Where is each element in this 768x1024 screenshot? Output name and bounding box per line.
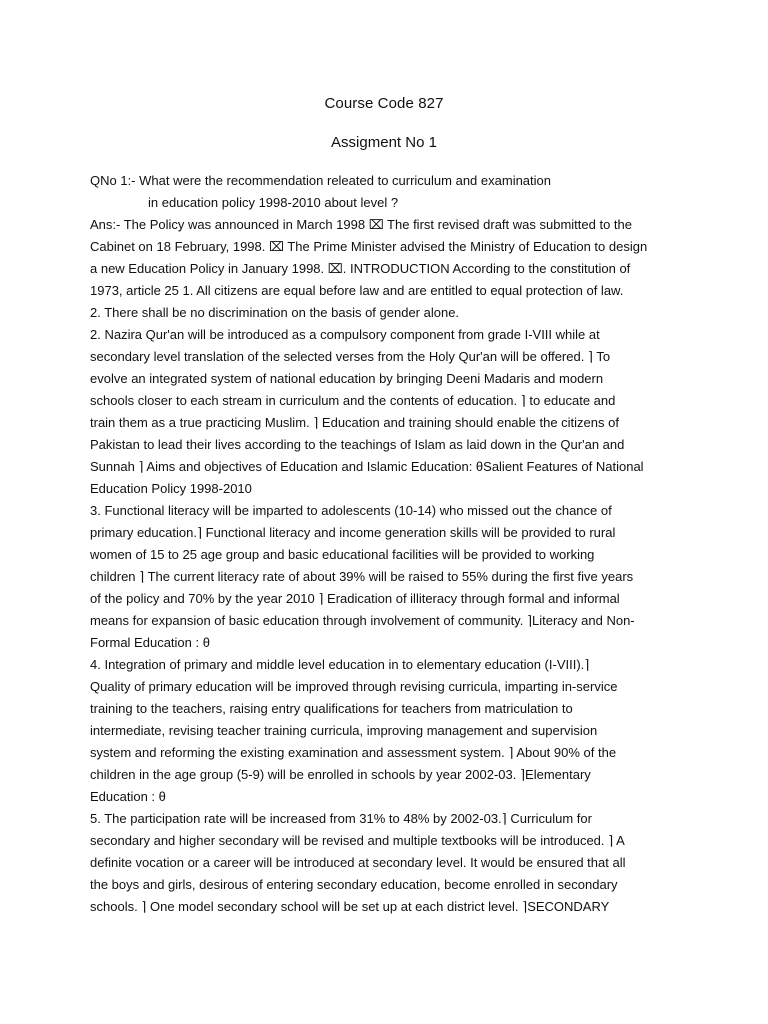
text-line: training to the teachers, raising entry qualifications for teachers from matriculation to [90,701,573,716]
text-line: a new Education Policy in January 1998. ⌧. INTRODUCTION According to the constitution of [90,261,631,276]
text-line: schools. ⌉ One model secondary school will be set up at each district level. ⌉SECONDARY [90,899,610,914]
text-line: children ⌉ The current literacy rate of about 39% will be raised to 55% during the first five years [90,569,634,584]
text-line: Sunnah ⌉ Aims and objectives of Education and Islamic Education: θSalient Features of National [90,459,644,474]
text-line: schools closer to each stream in curriculum and the contents of education. ⌉ to educate and [90,393,616,408]
text-line: of the policy and 70% by the year 2010 ⌉ Eradication of illiteracy through formal and informal [90,591,620,606]
text-line: definite vocation or a career will be introduced at secondary level. It would be ensured that all [90,855,626,870]
text-line: means for expansion of basic education through involvement of community. ⌉Literacy and Non- [90,613,635,628]
text-line: system and reforming the existing examination and assessment system. ⌉ About 90% of the [90,745,617,760]
text-line: 5. The participation rate will be increased from 31% to 48% by 2002-03.⌉ Curriculum for [90,811,592,826]
text-line: Education : θ [90,789,166,804]
answer-body [90,170,678,918]
course-code-heading: Course Code 827 [324,95,444,112]
question-line-continued: in education policy 1998-2010 about level ? [148,195,399,210]
text-line: 1973, article 25 1. All citizens are equal before law and are entitled to equal protection of law. [90,283,624,298]
text-line: primary education.⌉ Functional literacy and income generation skills will be provided to rural [90,525,616,540]
text-line: secondary level translation of the selected verses from the Holy Qur'an will be offered. ⌉ To [90,349,611,364]
text-line: secondary and higher secondary will be revised and multiple textbooks will be introduced. ⌉ A [90,833,625,848]
text-line: 4. Integration of primary and middle level education in to elementary education (I-VIII).⌉ [90,657,590,672]
text-line: 2. There shall be no discrimination on the basis of gender alone. [90,305,460,320]
text-line: intermediate, revising teacher training curricula, improving management and supervision [90,723,598,738]
text-line: 3. Functional literacy will be imparted to adolescents (10-14) who missed out the chance of [90,503,612,518]
text-line: women of 15 to 25 age group and basic educational facilities will be provided to working [90,547,595,562]
text-line: Pakistan to lead their lives according to the teachings of Islam as laid down in the Qur'an and [90,437,625,452]
text-line: Quality of primary education will be improved through revising curricula, imparting in-service [90,679,618,694]
text-line: Cabinet on 18 February, 1998. ⌧ The Prime Minister advised the Ministry of Education to design [90,239,648,254]
text-line: Formal Education : θ [90,635,210,650]
text-line: Education Policy 1998-2010 [90,481,252,496]
question-line: QNo 1:- What were the recommendation releated to curriculum and examination [90,173,551,188]
text-line: children in the age group (5-9) will be enrolled in schools by year 2002-03. ⌉Elementary [90,767,591,782]
text-line: Ans:- The Policy was announced in March 1998 ⌧ The first revised draft was submitted to the [90,217,632,232]
text-line: train them as a true practicing Muslim. ⌉ Education and training should enable the citizens of [90,415,619,430]
text-line: the boys and girls, desirous of entering secondary education, become enrolled in secondary [90,877,618,892]
text-line: 2. Nazira Qur'an will be introduced as a compulsory component from grade I-VIII while at [90,327,600,342]
text-line: evolve an integrated system of national education by bringing Deeni Madaris and modern [90,371,604,386]
assignment-heading: Assigment No 1 [331,134,437,151]
